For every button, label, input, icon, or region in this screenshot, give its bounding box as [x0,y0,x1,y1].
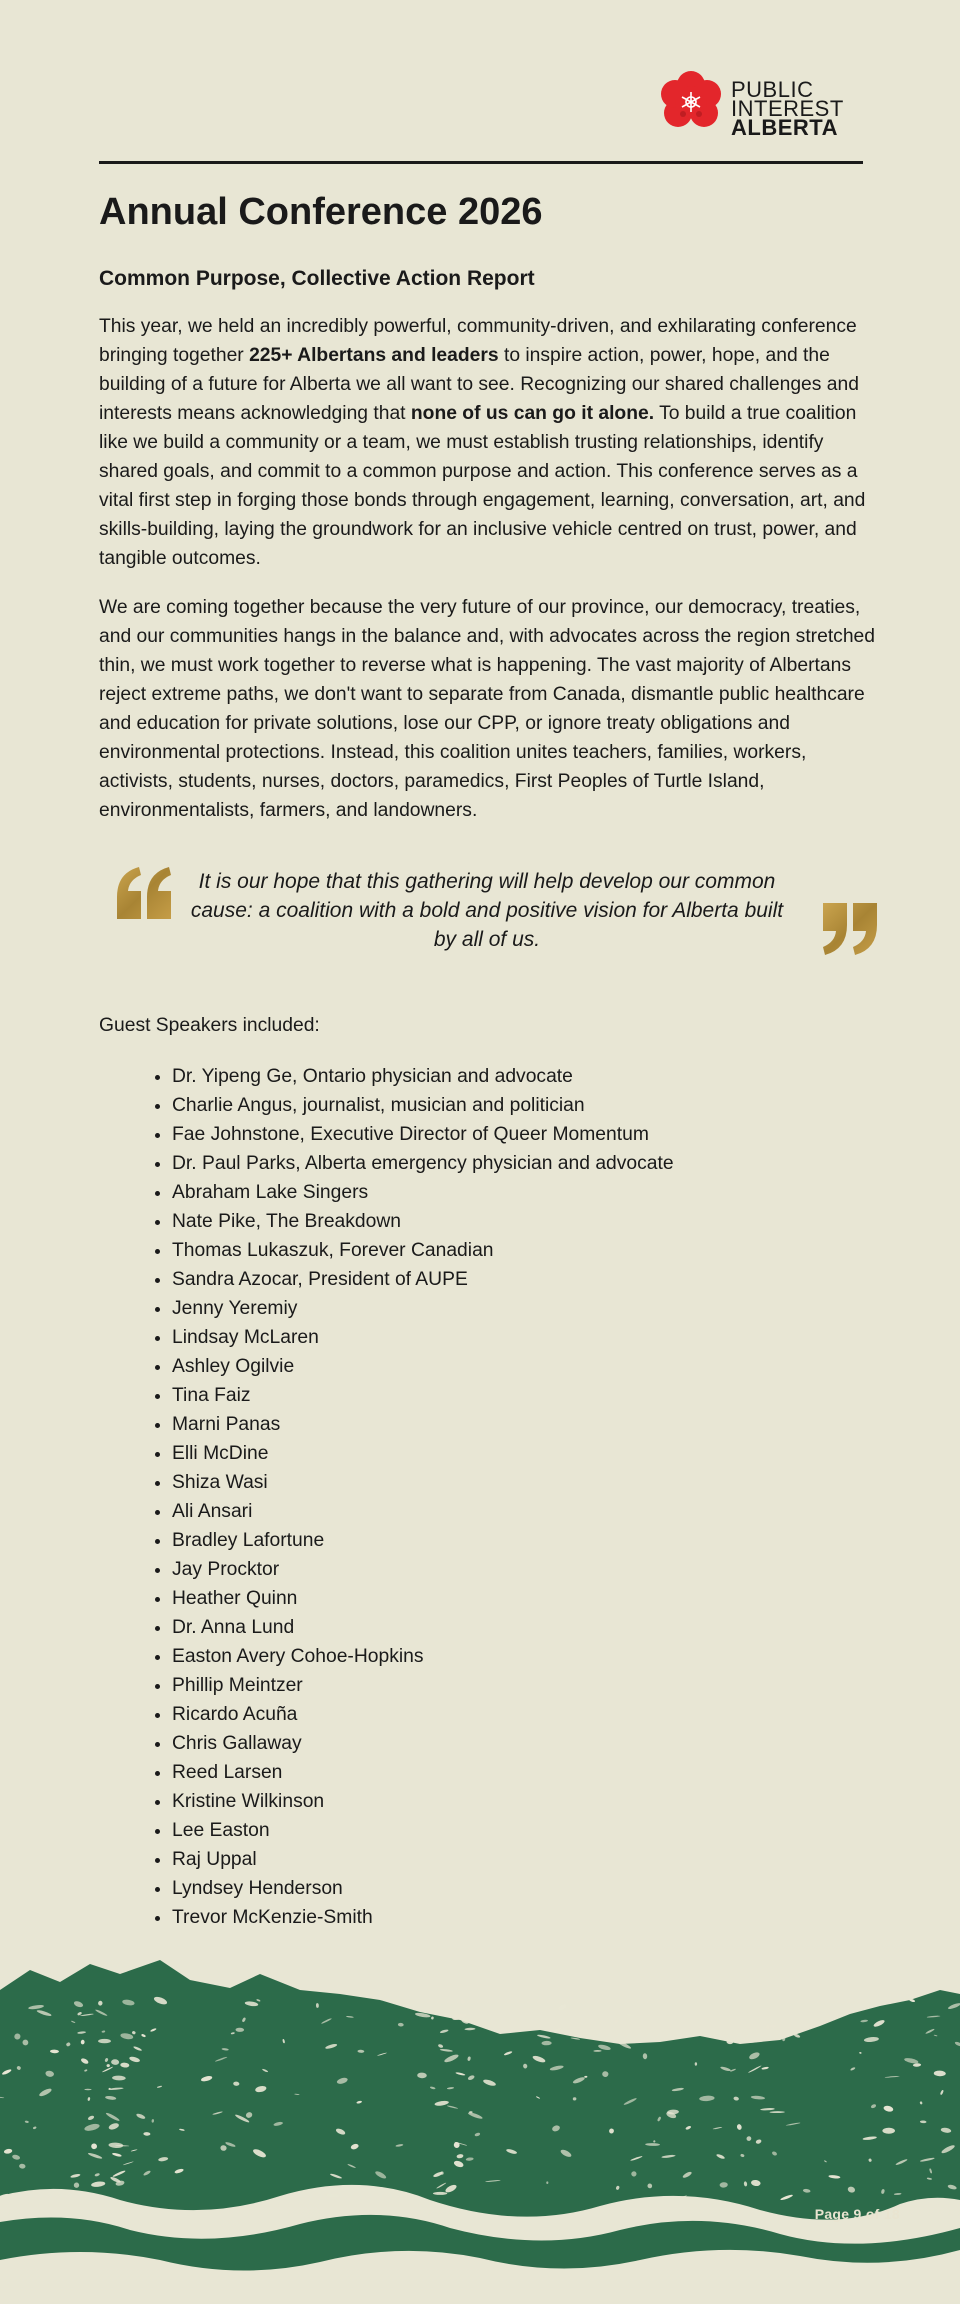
speaker-item: • Lyndsey Henderson [172,1874,879,1903]
speaker-item: • Sandra Azocar, President of AUPE [172,1265,879,1294]
speaker-item: • Lee Easton [172,1816,879,1845]
speaker-list [99,1062,879,1932]
speaker-item: • Jay Procktor [172,1555,879,1584]
speaker-item: • Charlie Angus, journalist, musician and politician [172,1091,879,1120]
flower-emblem-icon [659,70,723,134]
speaker-item: • Lindsay McLaren [172,1323,879,1352]
mountain-landscape-graphic [0,1960,960,2304]
page-header [99,60,863,164]
logo-line-1: PUBLIC [731,77,814,102]
speaker-item: • Elli McDine [172,1439,879,1468]
speaker-item: • Chris Gallaway [172,1729,879,1758]
speaker-item: • Trevor McKenzie-Smith [172,1903,879,1932]
close-quote-icon [821,901,879,955]
quote-text: It is our hope that this gathering will help develop our common cause: a coalition with a bold and positive vision for Alberta built by all of us. [190,870,784,951]
speaker-item: • Bradley Lafortune [172,1526,879,1555]
speaker-item: • Ali Ansari [172,1497,879,1526]
report-subtitle: Common Purpose, Collective Action Report [99,267,535,290]
intro-text-1: This year, we held an incredibly powerful, community-driven, and exhilarating conference bringing together [99,316,857,366]
intro-bold-2: none of us can go it alone. [410,403,655,424]
logo-line-2: INTEREST [731,96,844,121]
speaker-item: • Ashley Ogilvie [172,1352,879,1381]
intro-paragraph [99,312,879,573]
pull-quote [99,867,879,971]
speaker-item: • Marni Panas [172,1410,879,1439]
speaker-item: • Raj Uppal [172,1845,879,1874]
speaker-item: • Fae Johnstone, Executive Director of Queer Momentum [172,1120,879,1149]
page-title: Annual Conference 2026 [99,191,543,233]
speaker-item: • Phillip Meintzer [172,1671,879,1700]
logo-wordmark [731,77,844,140]
page-content [99,186,879,1932]
public-interest-alberta-logo [659,70,855,140]
speaker-item: • Dr. Yipeng Ge, Ontario physician and advocate [172,1062,879,1091]
guest-speakers-label: Guest Speakers included: [99,1015,320,1036]
speaker-item: • Ricardo Acuña [172,1700,879,1729]
speaker-item: • Easton Avery Cohoe-Hopkins [172,1642,879,1671]
speaker-item: • Dr. Anna Lund [172,1613,879,1642]
open-quote-icon [115,867,173,921]
speaker-item: • Tina Faiz [172,1381,879,1410]
speaker-item: • Nate Pike, The Breakdown [172,1207,879,1236]
intro-text-2: to inspire action, power, hope, and the building of a future for Alberta we all want to see. Recognizing our shared challenges and interests means acknowledging that [99,345,859,424]
speaker-item: • Shiza Wasi [172,1468,879,1497]
speaker-item: • Abraham Lake Singers [172,1178,879,1207]
speaker-item: • Reed Larsen [172,1758,879,1787]
intro-text-3: To build a true coalition like we build a community or a team, we must establish trusting relationships, identify shared goals, and commit to a common purpose and action. This conference serves as a vital first step in forging those bonds through engagement, learning, conversation, art, and skills-building, laying the groundwork for an inclusive vehicle centred on trust, power, and tangible outcomes. [99,403,866,569]
page-number: Page 9 of 18 [814,2206,900,2222]
intro-bold-1: 225+ Albertans and leaders [249,345,499,366]
speaker-item: • Jenny Yeremiy [172,1294,879,1323]
context-paragraph: We are coming together because the very future of our province, our democracy, treaties, and our communities hangs in the balance and, with advocates across the region stretched thin, we must work together to reverse what is happening. The vast majority of Albertans reject extreme paths, we don't want to separate from Canada, dismantle public healthcare and education for private solutions, lose our CPP, or ignore treaty obligations and environmental protections. Instead, this coalition unites teachers, families, workers, activists, students, nurses, doctors, paramedics, First Peoples of Turtle Island, environmentalists, farmers, and landowners. [99,597,875,821]
speaker-item: • Dr. Paul Parks, Alberta emergency physician and advocate [172,1149,879,1178]
speaker-item: • Heather Quinn [172,1584,879,1613]
speaker-item: • Thomas Lukaszuk, Forever Canadian [172,1236,879,1265]
header-divider [99,161,863,164]
logo-line-3: ALBERTA [731,115,838,140]
speaker-item: • Kristine Wilkinson [172,1787,879,1816]
